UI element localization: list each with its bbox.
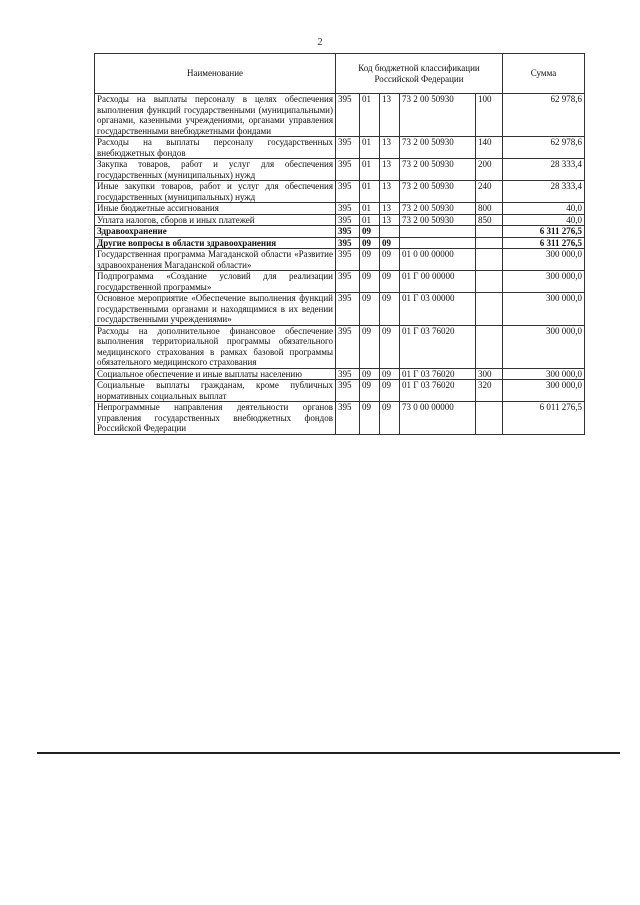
row-name: Здравоохранение — [95, 226, 336, 238]
code-target-article: 01 Г 03 00000 — [400, 293, 476, 326]
code-target-article: 73 2 00 50930 — [400, 214, 476, 226]
footer-divider — [37, 752, 620, 754]
code-target-article: 01 0 00 00000 — [400, 249, 476, 271]
row-sum: 28 333,4 — [503, 159, 585, 181]
code-target-article: 01 Г 03 76020 — [400, 325, 476, 368]
code-administrator: 395 — [336, 271, 360, 293]
code-section: 09 — [360, 271, 380, 293]
row-name: Иные закупки товаров, работ и услуг для обеспечения государственных (муниципальных) нужд — [95, 181, 336, 203]
row-sum: 300 000,0 — [503, 368, 585, 380]
code-expense-type: 850 — [476, 214, 503, 226]
table-row — [95, 368, 585, 380]
code-expense-type: 800 — [476, 203, 503, 215]
table-row — [95, 249, 585, 271]
row-sum: 300 000,0 — [503, 325, 585, 368]
header-classification: Код бюджетной классификации Российской Федерации — [336, 54, 503, 94]
code-administrator: 395 — [336, 159, 360, 181]
row-name: Расходы на выплаты персоналу в целях обеспечения выполнения функций государственными (муниципальными) органами, казенными учреждениями, органами управления государственными внебюджетными фондами — [95, 94, 336, 137]
code-expense-type: 320 — [476, 380, 503, 402]
code-subsection: 13 — [380, 137, 400, 159]
code-administrator: 395 — [336, 94, 360, 137]
row-name: Непрограммные направления деятельности органов управления государственных внебюджетных фондов Российской Федерации — [95, 402, 336, 435]
code-subsection: 09 — [380, 325, 400, 368]
code-section: 09 — [360, 368, 380, 380]
code-administrator: 395 — [336, 237, 360, 249]
code-section: 09 — [360, 325, 380, 368]
table-row — [95, 293, 585, 326]
code-target-article — [400, 237, 476, 249]
code-expense-type — [476, 325, 503, 368]
table-row — [95, 325, 585, 368]
code-target-article: 73 2 00 50930 — [400, 137, 476, 159]
code-subsection: 13 — [380, 181, 400, 203]
code-administrator: 395 — [336, 181, 360, 203]
code-section: 09 — [360, 237, 380, 249]
code-subsection: 09 — [380, 368, 400, 380]
code-expense-type: 100 — [476, 94, 503, 137]
row-name: Закупка товаров, работ и услуг для обеспечения государственных (муниципальных) нужд — [95, 159, 336, 181]
header-sum: Сумма — [503, 54, 585, 94]
budget-table — [94, 53, 585, 435]
code-administrator: 395 — [336, 214, 360, 226]
code-subsection: 09 — [380, 271, 400, 293]
table-row — [95, 203, 585, 215]
code-target-article: 01 Г 03 76020 — [400, 380, 476, 402]
code-subsection: 13 — [380, 159, 400, 181]
code-expense-type: 200 — [476, 159, 503, 181]
row-sum: 300 000,0 — [503, 293, 585, 326]
code-subsection — [380, 226, 400, 238]
row-sum: 300 000,0 — [503, 380, 585, 402]
code-expense-type — [476, 249, 503, 271]
row-sum: 62 978,6 — [503, 137, 585, 159]
code-subsection: 09 — [380, 380, 400, 402]
row-sum: 300 000,0 — [503, 271, 585, 293]
table-row — [95, 226, 585, 238]
row-sum: 6 011 276,5 — [503, 402, 585, 435]
code-subsection: 09 — [380, 249, 400, 271]
table-row — [95, 94, 585, 137]
row-name: Социальные выплаты гражданам, кроме публичных нормативных социальных выплат — [95, 380, 336, 402]
row-name: Расходы на дополнительное финансовое обеспечение выполнения территориальной программы обязательного медицинского страхования в рамках базовой программы обязательного медицинского страхования — [95, 325, 336, 368]
code-section: 01 — [360, 214, 380, 226]
table-row — [95, 380, 585, 402]
code-administrator: 395 — [336, 368, 360, 380]
code-administrator: 395 — [336, 293, 360, 326]
row-name: Другие вопросы в области здравоохранения — [95, 237, 336, 249]
row-sum: 62 978,6 — [503, 94, 585, 137]
table-row — [95, 181, 585, 203]
code-administrator: 395 — [336, 203, 360, 215]
table-row — [95, 159, 585, 181]
code-target-article: 73 2 00 50930 — [400, 159, 476, 181]
code-expense-type: 240 — [476, 181, 503, 203]
code-administrator: 395 — [336, 249, 360, 271]
row-name: Основное мероприятие «Обеспечение выполнения функций государственными органами и находящимися в их ведении государственными учреждениями» — [95, 293, 336, 326]
row-sum: 28 333,4 — [503, 181, 585, 203]
code-expense-type: 140 — [476, 137, 503, 159]
code-section: 09 — [360, 402, 380, 435]
code-administrator: 395 — [336, 226, 360, 238]
row-name: Государственная программа Магаданской области «Развитие здравоохранения Магаданской области» — [95, 249, 336, 271]
code-section: 09 — [360, 380, 380, 402]
code-administrator: 395 — [336, 137, 360, 159]
row-sum: 300 000,0 — [503, 249, 585, 271]
code-subsection: 13 — [380, 203, 400, 215]
page-number: 2 — [317, 37, 323, 48]
table-row — [95, 271, 585, 293]
code-target-article: 01 Г 00 00000 — [400, 271, 476, 293]
code-expense-type — [476, 237, 503, 249]
code-administrator: 395 — [336, 402, 360, 435]
code-subsection: 13 — [380, 214, 400, 226]
code-target-article: 73 2 00 50930 — [400, 181, 476, 203]
row-name: Иные бюджетные ассигнования — [95, 203, 336, 215]
code-expense-type — [476, 293, 503, 326]
table-body — [95, 94, 585, 435]
code-expense-type — [476, 402, 503, 435]
code-expense-type: 300 — [476, 368, 503, 380]
code-subsection: 09 — [380, 402, 400, 435]
code-subsection: 09 — [380, 293, 400, 326]
code-target-article — [400, 226, 476, 238]
table-row — [95, 137, 585, 159]
header-name: Наименование — [95, 54, 336, 94]
code-section: 01 — [360, 137, 380, 159]
code-section: 01 — [360, 94, 380, 137]
code-section: 09 — [360, 226, 380, 238]
code-subsection: 13 — [380, 94, 400, 137]
table-row — [95, 237, 585, 249]
row-name: Расходы на выплаты персоналу государственных внебюджетных фондов — [95, 137, 336, 159]
code-section: 01 — [360, 203, 380, 215]
code-target-article: 73 2 00 50930 — [400, 94, 476, 137]
row-sum: 6 311 276,5 — [503, 237, 585, 249]
row-sum: 40,0 — [503, 214, 585, 226]
row-name: Уплата налогов, сборов и иных платежей — [95, 214, 336, 226]
table-row — [95, 402, 585, 435]
code-target-article: 73 0 00 00000 — [400, 402, 476, 435]
code-target-article: 73 2 00 50930 — [400, 203, 476, 215]
code-expense-type — [476, 226, 503, 238]
table-header-row — [95, 54, 585, 94]
row-sum: 6 311 276,5 — [503, 226, 585, 238]
code-section: 09 — [360, 293, 380, 326]
code-administrator: 395 — [336, 325, 360, 368]
code-subsection: 09 — [380, 237, 400, 249]
table-row — [95, 214, 585, 226]
code-administrator: 395 — [336, 380, 360, 402]
code-section: 01 — [360, 159, 380, 181]
row-name: Социальное обеспечение и иные выплаты населению — [95, 368, 336, 380]
code-section: 01 — [360, 181, 380, 203]
row-sum: 40,0 — [503, 203, 585, 215]
code-target-article: 01 Г 03 76020 — [400, 368, 476, 380]
code-expense-type — [476, 271, 503, 293]
code-section: 09 — [360, 249, 380, 271]
row-name: Подпрограмма «Создание условий для реализации государственной программы» — [95, 271, 336, 293]
